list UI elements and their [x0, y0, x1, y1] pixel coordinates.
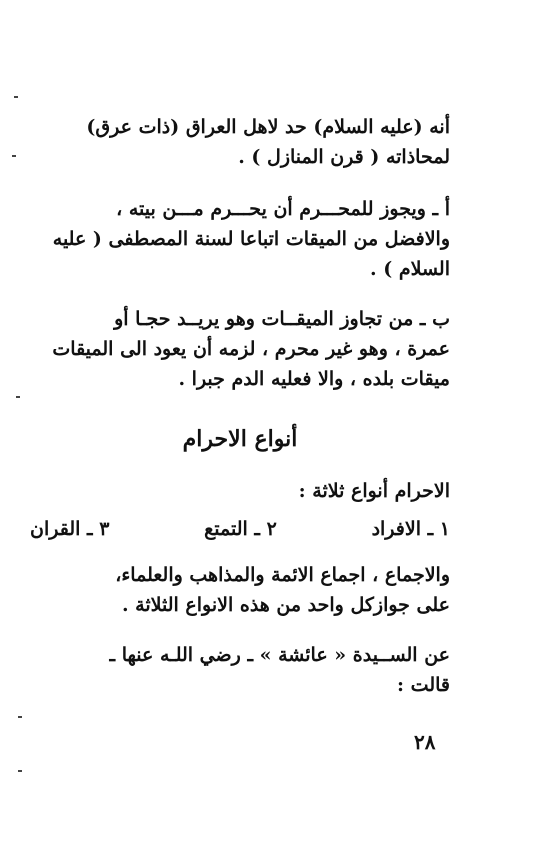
paragraph-iraq-miqat [30, 112, 450, 172]
type-item: ٣ ـ القران [30, 518, 110, 540]
text-line: عمرة ، وهو غير محرم ، لزمه أن يعود الى الميقات [52, 338, 450, 360]
text-line: السلام ) . [370, 258, 450, 280]
text-line: قالت : [397, 674, 450, 696]
text-line: عن الســيدة « عائشة » ـ رضي اللـه عنها ـ [109, 644, 450, 666]
ihram-types-list [30, 518, 450, 540]
text-line: أ ـ ويجوز للمحـــرم أن يحـــرم مـــن بيته ، [116, 198, 450, 220]
paragraph-rule-b [30, 304, 450, 394]
section-heading: أنواع الاحرام [182, 426, 298, 452]
margin-mark [18, 716, 22, 718]
paragraph-aisha [30, 640, 450, 700]
text-line: على جوازكل واحد من هذه الانواع الثلاثة . [121, 594, 450, 616]
text-line: لمحاذاته ( قرن المنازل ) . [238, 146, 450, 168]
text-line: أنه (عليه السلام) حد لاهل العراق (ذات عرق) [86, 116, 450, 138]
paragraph-rule-a [30, 194, 450, 284]
paragraph-consensus [30, 560, 450, 620]
type-item: ١ ـ الافراد [371, 518, 450, 540]
margin-mark [16, 396, 20, 398]
margin-mark [18, 770, 22, 772]
margin-mark [12, 155, 16, 157]
type-item: ٢ ـ التمتع [204, 518, 277, 540]
page-number: ٢٨ [414, 730, 436, 754]
text-line: الاحرام أنواع ثلاثة : [298, 480, 450, 502]
intro-line [30, 476, 450, 506]
text-line: والاجماع ، اجماع الائمة والمذاهب والعلماء، [115, 564, 450, 586]
text-line: ب ـ من تجاوز الميقــات وهو يريــد حجـا أو [114, 308, 450, 330]
text-line: ميقات بلده ، والا فعليه الدم جبرا . [178, 368, 450, 390]
margin-mark [14, 96, 18, 98]
text-line: والافضل من الميقات اتباعا لسنة المصطفى ( عليه [52, 228, 450, 250]
